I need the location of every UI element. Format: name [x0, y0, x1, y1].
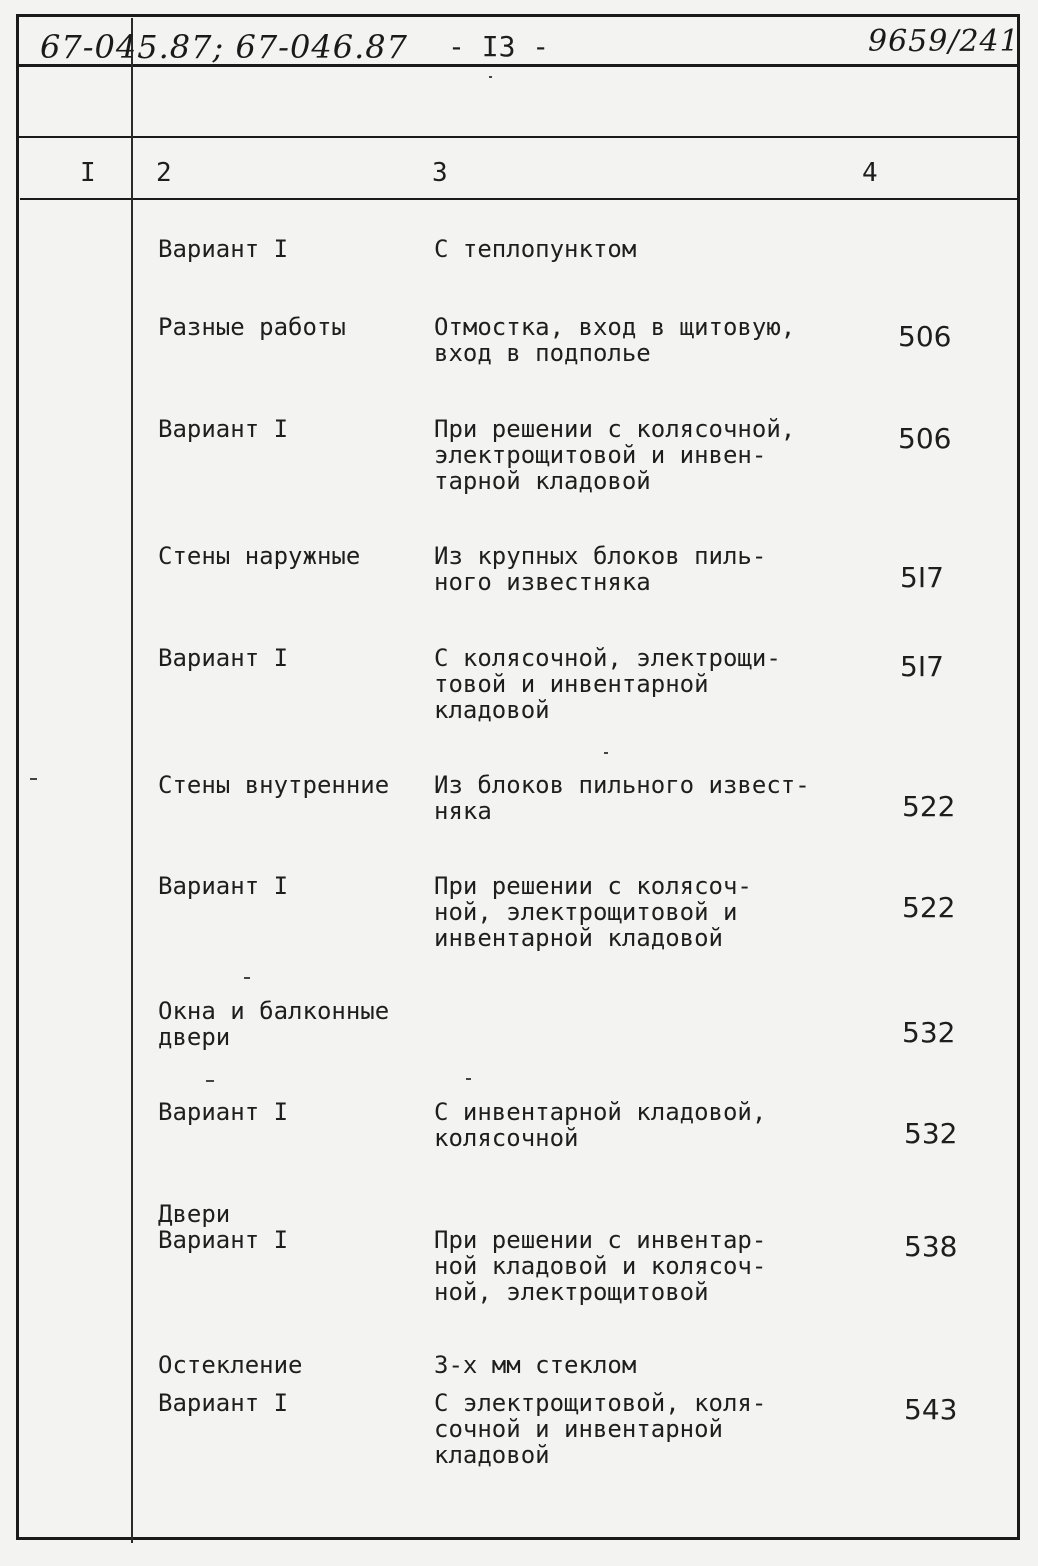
column-divider: [131, 18, 133, 1543]
column-header-3: 3: [432, 158, 448, 188]
row-12-page: 543: [904, 1393, 958, 1426]
row-3-description: При решении с колясочной, электрощитовой и инвен- тарной кладовой: [434, 415, 796, 495]
scan-speck: [489, 76, 492, 78]
row-3-page: 506: [898, 422, 952, 455]
row-5-description: С колясочной, электрощи- товой и инвентарной кладовой: [434, 644, 781, 724]
row-4-page: 5I7: [900, 561, 944, 594]
column-header-4: 4: [862, 158, 878, 188]
row-3-name: Вариант I: [158, 415, 289, 443]
row-11-description: 3-х мм стеклом: [434, 1351, 637, 1379]
row-10-name: Двери Вариант I: [158, 1200, 289, 1254]
row-8-page: 532: [902, 1016, 956, 1049]
row-1-name: Вариант I: [158, 235, 289, 263]
page-number: - I3 -: [448, 30, 550, 63]
row-9-name: Вариант I: [158, 1098, 289, 1126]
column-header-2: 2: [156, 158, 172, 188]
row-1-description: С теплопунктом: [434, 235, 637, 263]
column-header-top-rule: [16, 136, 1020, 138]
row-5-name: Вариант I: [158, 644, 289, 672]
document-codes: 67-045.87; 67-046.87: [40, 28, 408, 66]
row-12-description: С электрощитовой, коля- сочной и инвентарной кладовой: [434, 1389, 767, 1469]
row-4-name: Стены наружные: [158, 542, 361, 570]
row-7-name: Вариант I: [158, 872, 289, 900]
row-12-name: Вариант I: [158, 1389, 289, 1417]
row-10-page: 538: [904, 1230, 958, 1263]
row-2-description: Отмостка, вход в щитовую, вход в подполье: [434, 313, 796, 367]
scan-speck: [466, 1078, 471, 1080]
row-9-description: С инвентарной кладовой, колясочной: [434, 1098, 767, 1152]
row-6-name: Стены внутренние: [158, 771, 390, 799]
row-6-description: Из блоков пильного извест- няка: [434, 771, 810, 825]
scan-speck: [604, 752, 608, 754]
row-2-name: Разные работы: [158, 313, 346, 341]
row-8-name: Окна и балконные двери: [158, 997, 390, 1051]
column-header-bottom-rule: [20, 198, 1020, 200]
row-7-page: 522: [902, 891, 956, 924]
row-9-page: 532: [904, 1117, 958, 1150]
row-10-description: При решении с инвентар- ной кладовой и колясоч- ной, электрощитовой: [434, 1226, 767, 1306]
archive-number: 9659/241: [868, 24, 1020, 59]
row-2-page: 506: [898, 320, 952, 353]
row-4-description: Из крупных блоков пиль- ного известняка: [434, 542, 767, 596]
row-5-page: 5I7: [900, 650, 944, 683]
row-11-name: Остекление: [158, 1351, 303, 1379]
scan-speck: [206, 1080, 214, 1082]
column-header-1: I: [80, 158, 96, 188]
scan-speck: [30, 778, 37, 780]
scan-speck: [244, 977, 250, 979]
row-7-description: При решении с колясоч- ной, электрощитовой и инвентарной кладовой: [434, 872, 752, 952]
row-6-page: 522: [902, 790, 956, 823]
